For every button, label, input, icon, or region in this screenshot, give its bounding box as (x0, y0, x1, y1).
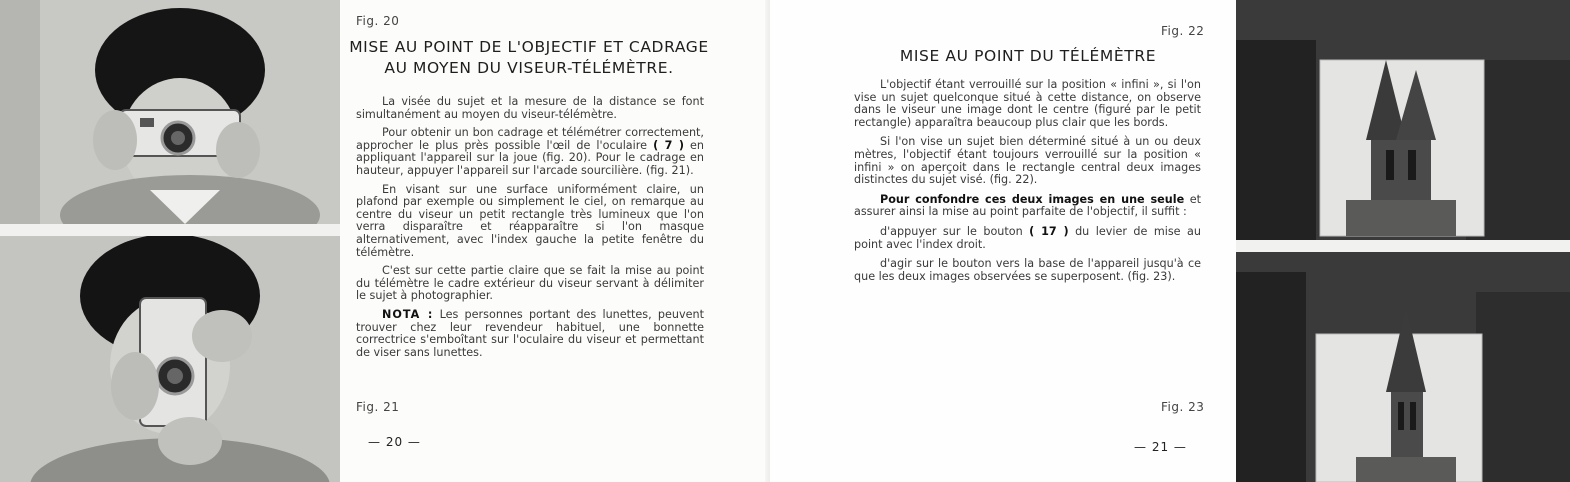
left-page-number: — 20 — (368, 435, 421, 449)
right-paragraph-5: d'agir sur le bouton vers la base de l'appareil jusqu'à ce que les deux images observées se superposent. (fig. 23). (854, 257, 1201, 283)
photo-separator-right (1236, 240, 1570, 252)
right-p4-ref-17: ( 17 ) (1029, 224, 1069, 238)
left-page-title (346, 37, 712, 79)
photo-fig22-church-spire-double-image (1236, 0, 1570, 240)
left-title-line1: MISE AU POINT DE L'OBJECTIF ET CADRAGE (349, 38, 709, 56)
nota-text: Les personnes portant des lunettes, peuvent trouver chez leur revendeur habituel, une bonnette correctrice s'emboîtant sur l'oculaire du viseur et permettant de viser sans lunettes. (356, 307, 704, 359)
right-p3-bold: Pour confondre ces deux images en une seule (880, 192, 1185, 206)
left-paragraph-2 (356, 127, 704, 177)
right-page-number: — 21 — (1134, 440, 1187, 454)
right-page-title: MISE AU POINT DU TÉLÉMÈTRE (899, 47, 1157, 65)
fig22-label: Fig. 22 (1161, 24, 1205, 38)
left-title-line2: AU MOYEN DU VISEUR-TÉLÉMÈTRE. (384, 59, 674, 77)
photo-separator (0, 224, 340, 236)
left-paragraph-4: C'est sur cette partie claire que se fait la mise au point du télémètre le cadre extérieur du viseur servant à délimiter le sujet à photographier. (356, 264, 704, 303)
left-p2-text-b: en appliquant l'appareil sur la joue (fig. 20). Pour le cadrage en hauteur, appuyer l'appareil sur l'arcade sourcilière. (fig. 21). (356, 138, 704, 177)
right-page-body (854, 79, 1201, 283)
right-p4-text-a: d'appuyer sur le bouton (880, 224, 1023, 238)
left-p2-ref-7: ( 7 ) (653, 138, 684, 152)
fig20-label: Fig. 20 (356, 14, 400, 28)
nota-label: NOTA : (382, 307, 434, 321)
left-paragraph-1: La visée du sujet et la mesure de la distance se font simultanément au moyen du viseur-télémètre. (356, 95, 704, 121)
photo-fig21-woman-camera-vertical (0, 236, 340, 482)
photo-fig20-woman-camera-horizontal (0, 0, 340, 224)
fig21-label: Fig. 21 (356, 400, 400, 414)
right-p4-text-b: du levier de mise au point avec l'index droit. (854, 224, 1201, 251)
fig23-label: Fig. 23 (1161, 400, 1205, 414)
photo-fig23-church-spire-superposed (1236, 252, 1570, 482)
right-paragraph-1: L'objectif étant verrouillé sur la position « infini », si l'on vise un sujet quelconque situé à cette distance, on observe dans le viseur une image dont le centre (figuré par le petit rectangle) apparaîtra beaucoup plus clair que les bords. (854, 78, 1201, 129)
right-paragraph-3 (854, 194, 1201, 219)
left-p2-text-a: Pour obtenir un bon cadrage et télémétrer correctement, approcher le plus près possible l'œil de l'oculaire (356, 126, 704, 152)
right-paragraph-4 (854, 226, 1201, 251)
right-paragraph-2: Si l'on vise un sujet bien déterminé situé à un ou deux mètres, l'objectif étant toujours verrouillé sur la position « infini » on aperçoit dans le rectangle central deux images distinctes du sujet visé. (fig. 22). (854, 135, 1201, 187)
left-paragraph-3: En visant sur une surface uniformément claire, un plafond par exemple ou simplement le ciel, on remarque au centre du viseur un petit rectangle très lumineux que l'on verra disparaître et réapparaître si l'on masque alternativement, avec l'index gauche la petite fenêtre du télémètre. (356, 182, 704, 259)
right-p3-text: et assurer ainsi la mise au point parfaite de l'objectif, il suffit : (854, 192, 1202, 219)
left-nota (356, 309, 704, 359)
left-page-body (356, 96, 704, 359)
